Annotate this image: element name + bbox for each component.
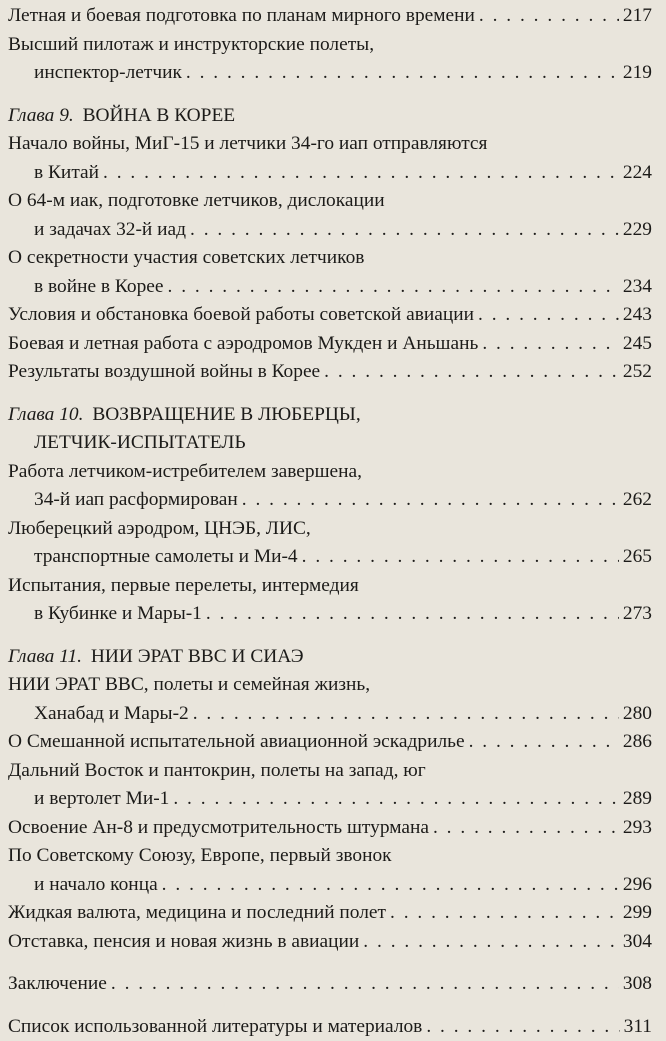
toc-entry: [8, 785, 652, 814]
dot-leader: [478, 301, 619, 330]
page-number: 286: [623, 728, 652, 757]
chapter-label: Глава 11.: [8, 646, 82, 667]
entry-title-cont: Ханабад и Мары-2: [34, 700, 189, 729]
dot-leader: [363, 928, 619, 957]
toc-entry: [8, 728, 652, 757]
entry-title: Список использованной литературы и материалов: [8, 1013, 422, 1041]
dot-leader: [190, 216, 619, 245]
entry-title: О Смешанной испытательной авиационной эскадрилье: [8, 728, 465, 757]
entry-title: Результаты воздушной войны в Корее: [8, 358, 320, 387]
entry-title-cont: в Китай: [34, 159, 99, 188]
entry-title: Начало войны, МиГ-15 и летчики 34-го иап отправляются: [8, 130, 652, 159]
entry-title-cont: 34-й иап расформирован: [34, 486, 238, 515]
entry-title: Условия и обстановка боевой работы советской авиации: [8, 301, 474, 330]
entry-title: Освоение Ан-8 и предусмотрительность штурмана: [8, 814, 429, 843]
entry-title: Боевая и летная работа с аэродромов Мукден и Аньшань: [8, 330, 478, 359]
entry-title-cont: инспектор-летчик: [34, 59, 182, 88]
dot-leader: [390, 899, 619, 928]
chapter-heading-cont: [8, 429, 652, 458]
toc-entry: [8, 700, 652, 729]
dot-leader: [426, 1013, 619, 1041]
dot-leader: [173, 785, 619, 814]
dot-leader: [103, 159, 619, 188]
dot-leader: [186, 59, 619, 88]
page-number: 296: [623, 871, 652, 900]
dot-leader: [168, 273, 619, 302]
entry-title-cont: и вертолет Ми-1: [34, 785, 169, 814]
chapter-title-cont: ЛЕТЧИК-ИСПЫТАТЕЛЬ: [34, 432, 246, 453]
page-number: 219: [623, 59, 652, 88]
entry-title-cont: и задачах 32-й иад: [34, 216, 186, 245]
dot-leader: [469, 728, 619, 757]
entry-title: О 64-м иак, подготовке летчиков, дислокации: [8, 187, 652, 216]
toc-entry: [8, 330, 652, 359]
chapter-label: Глава 9.: [8, 105, 74, 126]
toc-entry: [8, 273, 652, 302]
page-number: 229: [623, 216, 652, 245]
page-number: 224: [623, 159, 652, 188]
entry-title-cont: в Кубинке и Мары-1: [34, 600, 202, 629]
page-number: 304: [623, 928, 652, 957]
toc-entry: [8, 871, 652, 900]
toc-entry: [8, 543, 652, 572]
toc-entry: [8, 600, 652, 629]
dot-leader: [479, 2, 619, 31]
dot-leader: [324, 358, 619, 387]
page-number: 308: [623, 970, 652, 999]
dot-leader: [193, 700, 619, 729]
dot-leader: [482, 330, 619, 359]
toc-entry: [8, 928, 652, 957]
chapter-label: Глава 10.: [8, 404, 83, 425]
entry-title: По Советскому Союзу, Европе, первый звонок: [8, 842, 652, 871]
chapter-heading: [8, 643, 652, 672]
toc-entry: [8, 59, 652, 88]
entry-title: НИИ ЭРАТ ВВС, полеты и семейная жизнь,: [8, 671, 652, 700]
entry-title: Заключение: [8, 970, 107, 999]
page-number: 217: [623, 2, 652, 31]
dot-leader: [433, 814, 619, 843]
entry-title: Отставка, пенсия и новая жизнь в авиации: [8, 928, 359, 957]
page-number: 289: [623, 785, 652, 814]
entry-title: Дальний Восток и пантокрин, полеты на запад, юг: [8, 757, 652, 786]
entry-title: Жидкая валюта, медицина и последний полет: [8, 899, 386, 928]
page-number: 299: [623, 899, 652, 928]
entry-title: Работа летчиком-истребителем завершена,: [8, 458, 652, 487]
entry-title: Высший пилотаж и инструкторские полеты,: [8, 31, 652, 60]
toc-entry-conclusion: [8, 970, 652, 999]
page-number: 252: [623, 358, 652, 387]
page-number: 243: [623, 301, 652, 330]
page-number: 293: [623, 814, 652, 843]
entry-title: Летная и боевая подготовка по планам мирного времени: [8, 2, 475, 31]
toc-entry: [8, 301, 652, 330]
chapter-title: ВОЙНА В КОРЕЕ: [83, 105, 236, 126]
toc-entry: [8, 486, 652, 515]
chapter-heading: [8, 102, 652, 131]
page-number: 311: [624, 1013, 652, 1041]
page-number: 234: [623, 273, 652, 302]
entry-title: Люберецкий аэродром, ЦНЭБ, ЛИС,: [8, 515, 652, 544]
chapter-heading: [8, 401, 652, 430]
dot-leader: [206, 600, 619, 629]
dot-leader: [302, 543, 619, 572]
entry-title-cont: в войне в Корее: [34, 273, 164, 302]
toc-entry: [8, 159, 652, 188]
page-number: 273: [623, 600, 652, 629]
dot-leader: [242, 486, 619, 515]
entry-title-cont: и начало конца: [34, 871, 158, 900]
page-number: 245: [623, 330, 652, 359]
toc-entry: [8, 899, 652, 928]
dot-leader: [111, 970, 619, 999]
entry-title-cont: транспортные самолеты и Ми-4: [34, 543, 298, 572]
toc-entry-bibliography: [8, 1013, 652, 1041]
chapter-title: НИИ ЭРАТ ВВС И СИАЭ: [91, 646, 304, 667]
page-number: 262: [623, 486, 652, 515]
toc-entry: [8, 216, 652, 245]
toc-entry: [8, 358, 652, 387]
page-number: 280: [623, 700, 652, 729]
page-number: 265: [623, 543, 652, 572]
entry-title: О секретности участия советских летчиков: [8, 244, 652, 273]
chapter-title: ВОЗВРАЩЕНИЕ В ЛЮБЕРЦЫ,: [92, 404, 360, 425]
entry-title: Испытания, первые перелеты, интермедия: [8, 572, 652, 601]
toc-entry: [8, 2, 652, 31]
dot-leader: [162, 871, 619, 900]
toc-entry: [8, 814, 652, 843]
